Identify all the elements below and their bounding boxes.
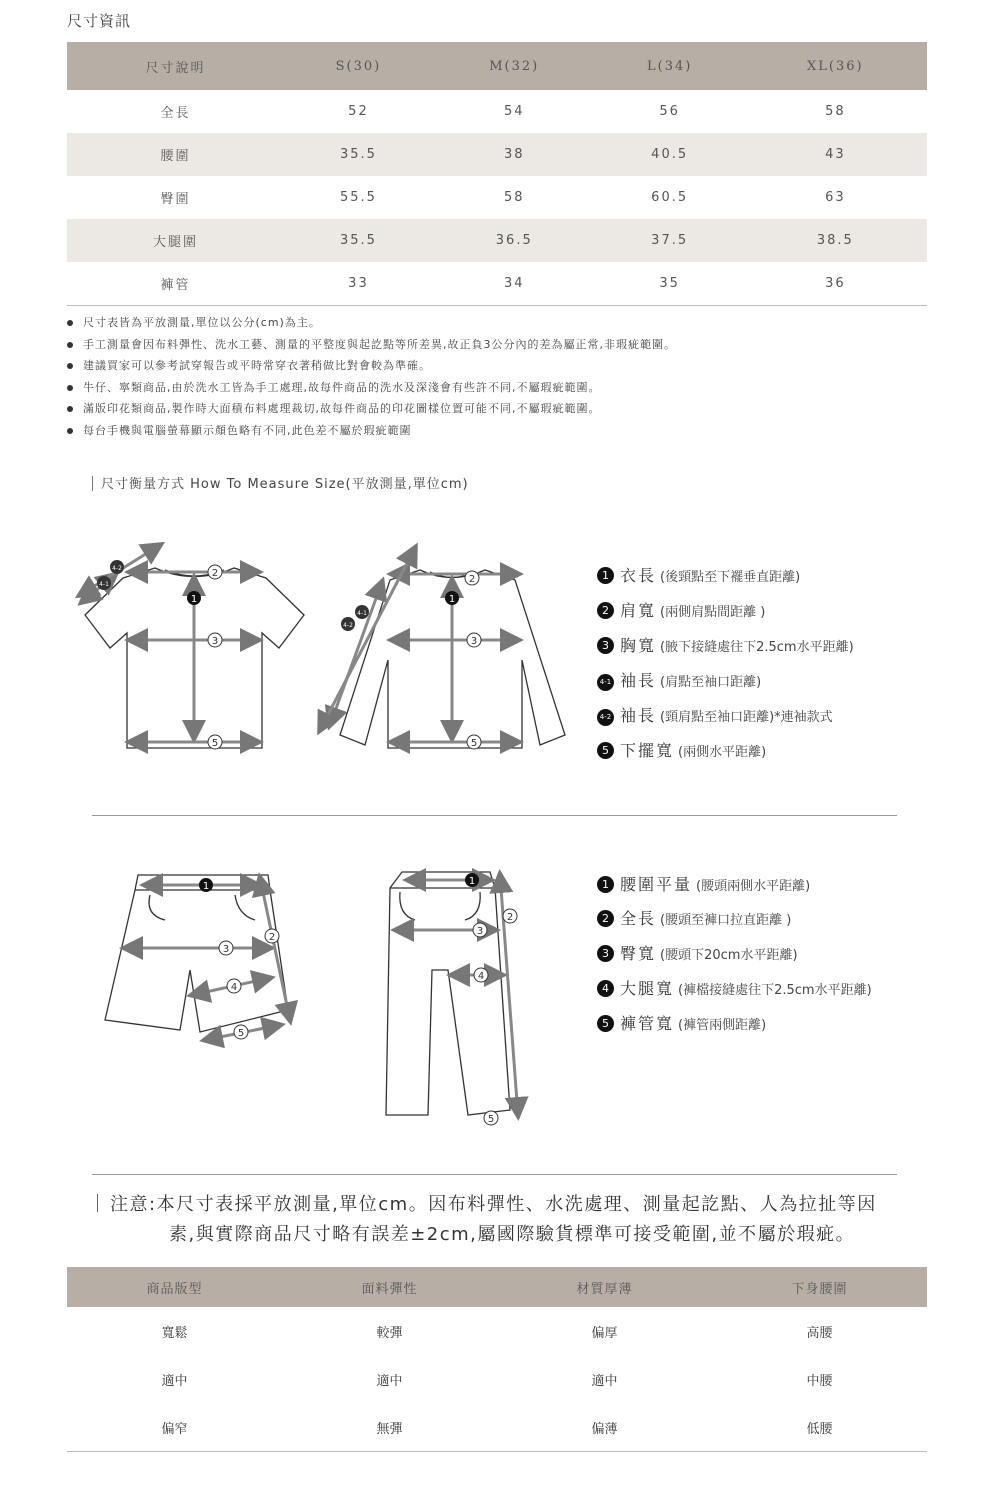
legend-num: 1 [597, 567, 614, 584]
cell: 偏窄 [67, 1403, 282, 1452]
legend-item [597, 703, 833, 726]
cell: 35 [596, 262, 744, 306]
legend-item [597, 976, 872, 999]
col-header: M(32) [433, 42, 596, 90]
size-table-header [67, 42, 927, 90]
legend-main: 褲管寬 [620, 1014, 675, 1033]
note-item: 尺寸表皆為平放測量,單位以公分(cm)為主。 [67, 312, 676, 334]
note-item: 每台手機與電腦螢幕顯示顏色略有不同,此色差不屬於瑕疵範圍 [67, 420, 676, 442]
note-item: 建議買家可以參考試穿報告或平時常穿衣著稍做比對會較為準確。 [67, 355, 676, 377]
legend-item [597, 872, 810, 895]
legend-item [597, 668, 761, 691]
label-2: 2 [211, 568, 219, 579]
pants-outline [386, 872, 510, 1115]
legend-sub: (肩點至袖口距離) [660, 675, 762, 690]
cell: 低腰 [712, 1403, 927, 1452]
legend-sub: (褲管兩側距離) [678, 1018, 767, 1033]
legend-num: 3 [597, 945, 614, 962]
notice-line-1 [97, 1190, 877, 1220]
label-3: 3 [476, 926, 484, 937]
legend-item [597, 906, 791, 929]
table-row [67, 1307, 927, 1355]
tshirt-labels [97, 560, 222, 749]
label-3: 3 [470, 636, 478, 647]
legend-item [597, 598, 765, 621]
measurement-notice [97, 1190, 877, 1250]
legend-num: 1 [597, 876, 614, 893]
cell: 適中 [591, 1373, 618, 1389]
cell: 56 [659, 104, 680, 119]
legend-item [597, 563, 800, 586]
row-label: 大腿圍 [67, 219, 284, 262]
size-table [67, 42, 927, 306]
label-1: 1 [468, 876, 476, 887]
legend-sub: (腰頭兩側水平距離) [696, 879, 811, 894]
cell: 43 [744, 133, 927, 176]
legend-num: 4-2 [597, 709, 614, 726]
bottoms-diagram [90, 860, 550, 1130]
legend-main: 大腿寬 [620, 979, 675, 998]
label-4-2: 4-2 [112, 565, 122, 572]
measure-heading-text: 尺寸衡量方式 How To Measure Size(平放測量,單位cm) [101, 477, 469, 492]
legend-num: 5 [597, 742, 614, 759]
shorts-outline [105, 875, 288, 1032]
label-5: 5 [470, 738, 478, 749]
table-row [67, 262, 927, 306]
cell: 34 [433, 262, 596, 306]
label-2: 2 [506, 912, 514, 923]
table-row [67, 90, 927, 133]
col-header: 面料彈性 [282, 1267, 497, 1307]
legend-sub: (腰頭下20cm水平距離) [660, 948, 798, 963]
row-label: 臀圍 [160, 192, 191, 207]
legend-num: 2 [597, 910, 614, 927]
cell: 35.5 [284, 133, 433, 176]
notes-list [67, 312, 676, 441]
tops-diagram [60, 530, 580, 770]
cell: 中腰 [806, 1373, 833, 1389]
col-header: 尺寸說明 [67, 42, 284, 90]
cell: 偏薄 [497, 1403, 712, 1452]
table-row [67, 1403, 927, 1452]
table-row [67, 219, 927, 262]
label-5: 5 [237, 1028, 245, 1039]
label-2: 2 [468, 574, 476, 585]
measure-heading [92, 473, 469, 492]
table-row [67, 133, 927, 176]
notice-text-2: 素,與實際商品尺寸略有誤差±2cm,屬國際驗貨標準可接受範圍,並不屬於瑕疵。 [169, 1224, 856, 1245]
legend-num: 2 [597, 602, 614, 619]
legend-sub: (腋下接縫處往下2.5cm水平距離) [660, 640, 854, 655]
heading-bar [92, 476, 93, 491]
col-header: L(34) [596, 42, 744, 90]
cell: 較彈 [376, 1325, 403, 1341]
legend-item [597, 633, 854, 656]
label-1: 1 [448, 594, 456, 605]
label-1: 1 [190, 594, 198, 605]
section-title: 尺寸資訊 [67, 12, 132, 30]
notice-text-1: 注意:本尺寸表採平放測量,單位cm。因布料彈性、水洗處理、測量起訖點、人為拉扯等因 [110, 1194, 877, 1215]
label-1: 1 [202, 881, 210, 892]
fit-table [67, 1267, 927, 1452]
cell: 適中 [161, 1373, 188, 1389]
row-label: 腰圍 [67, 133, 284, 176]
label-4: 4 [477, 971, 485, 982]
divider [92, 815, 897, 816]
table-row [67, 1355, 927, 1403]
cell: 適中 [376, 1373, 403, 1389]
label-4-1: 4-1 [99, 581, 109, 588]
label-5: 5 [487, 1114, 495, 1125]
label-2: 2 [268, 932, 276, 943]
cell: 38.5 [744, 219, 927, 262]
label-5: 5 [211, 738, 219, 749]
fit-table-header [67, 1267, 927, 1307]
cell: 63 [825, 190, 846, 205]
cell: 35.5 [284, 219, 433, 262]
label-3: 3 [211, 636, 219, 647]
legend-main: 臀寬 [620, 944, 657, 963]
col-header: XL(36) [744, 42, 927, 90]
legend-main: 肩寬 [620, 601, 657, 620]
legend-sub: (兩側肩點間距離 ) [660, 605, 766, 620]
col-header: 下身腰圍 [712, 1267, 927, 1307]
divider [92, 1174, 897, 1175]
table-row [67, 176, 927, 219]
note-item: 手工測量會因布料彈性、洗水工藝、測量的平整度與起訖點等所差異,故正負3公分內的差為屬正常,非瑕疵範圍。 [67, 334, 676, 356]
cell: 58 [503, 190, 525, 205]
legend-sub: (褲檔接縫處往下2.5cm水平距離) [678, 983, 872, 998]
col-header: 材質厚薄 [497, 1267, 712, 1307]
legend-main: 全長 [620, 909, 657, 928]
legend-main: 腰圍平量 [620, 875, 693, 894]
cell: 37.5 [596, 219, 744, 262]
note-item: 滿版印花類商品,製作時大面積布料處理裁切,故每件商品的印花圖樣位置可能不同,不屬瑕疵範圍。 [67, 398, 676, 420]
cell: 寬鬆 [161, 1325, 188, 1341]
row-label: 全長 [160, 106, 191, 121]
cell: 52 [348, 104, 369, 119]
longsleeve-labels [341, 571, 481, 749]
cell: 58 [825, 104, 846, 119]
legend-main: 衣長 [620, 566, 657, 585]
cell: 33 [284, 262, 433, 306]
cell: 60.5 [651, 190, 689, 205]
note-item: 牛仔、寧類商品,由於洗水工皆為手工處理,故每件商品的洗水及深淺會有些許不同,不屬瑕疵範圍。 [67, 377, 676, 399]
legend-sub: (頸肩點至袖口距離)*連袖款式 [660, 710, 833, 725]
legend-sub: (兩側水平距離) [678, 745, 767, 760]
legend-num: 4 [597, 980, 614, 997]
col-header: S(30) [284, 42, 433, 90]
notice-bar [97, 1194, 98, 1212]
cell: 高腰 [806, 1325, 833, 1341]
cell: 無彈 [282, 1403, 497, 1452]
cell: 36 [744, 262, 927, 306]
legend-item [597, 1011, 766, 1034]
legend-main: 下擺寬 [620, 741, 675, 760]
label-4-2: 4-2 [343, 622, 353, 629]
legend-item [597, 941, 798, 964]
cell: 38 [433, 133, 596, 176]
label-4: 4 [230, 982, 238, 993]
col-header: 商品版型 [67, 1267, 282, 1307]
legend-sub: (腰頭至褲口拉直距離 ) [660, 913, 792, 928]
legend-main: 袖長 [620, 706, 657, 725]
row-label: 褲管 [67, 262, 284, 306]
label-4-1: 4-1 [357, 610, 367, 617]
cell: 36.5 [433, 219, 596, 262]
legend-num: 3 [597, 637, 614, 654]
legend-num: 5 [597, 1015, 614, 1032]
cell: 54 [503, 104, 525, 119]
legend-main: 胸寬 [620, 636, 657, 655]
legend-item [597, 738, 766, 761]
cell: 偏厚 [591, 1325, 618, 1341]
label-3: 3 [222, 944, 230, 955]
legend-main: 袖長 [620, 671, 657, 690]
legend-num: 4-1 [597, 674, 614, 691]
cell: 55.5 [339, 190, 377, 205]
legend-sub: (後頸點至下襬垂直距離) [660, 570, 801, 585]
cell: 40.5 [596, 133, 744, 176]
